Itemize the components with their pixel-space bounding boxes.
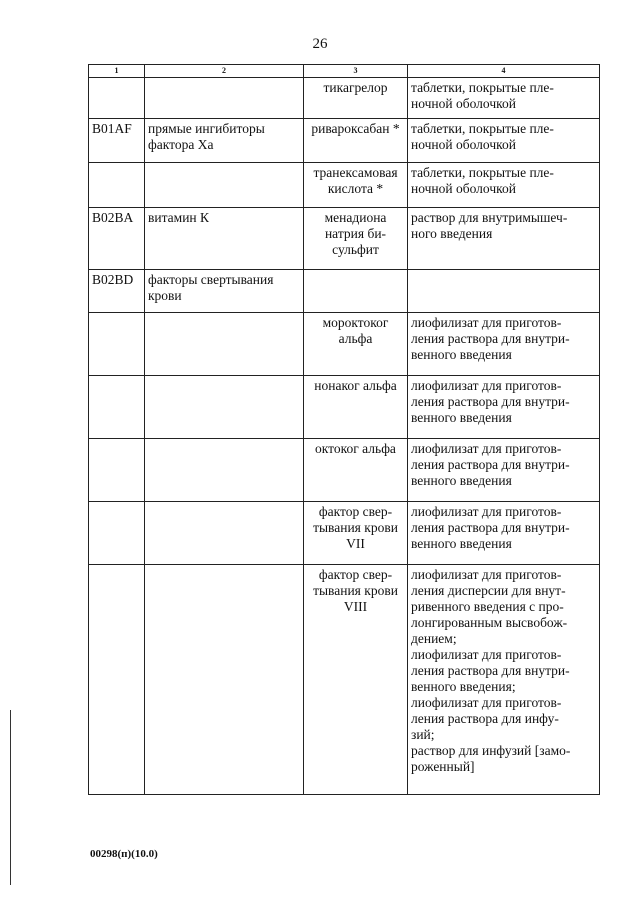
group-name: факторы свертывания крови: [145, 270, 304, 313]
dosage-form: лиофилизат для приготов- ления раствора для внутри- венного введения: [408, 376, 600, 439]
drug-name: тикагрелор: [304, 78, 408, 119]
table-row: [89, 502, 600, 565]
dosage-form: лиофилизат для приготов- ления дисперсии для внут- ривенного введения с про- лонгированным высвобож- дением; лиофилизат для приготов- ления раствора для внутри- венного введения; лиофилизат для приготов- ления раствора для инфу- зий; раствор для инфузий [замо- роженный]: [408, 565, 600, 795]
drug-name: октоког альфа: [304, 439, 408, 502]
group-name: [145, 376, 304, 439]
drug-name: [304, 270, 408, 313]
table-row: [89, 376, 600, 439]
drug-name: нонаког альфа: [304, 376, 408, 439]
group-name: [145, 439, 304, 502]
page-number: 26: [312, 36, 328, 52]
dosage-form: лиофилизат для приготов- ления раствора для внутри- венного введения: [408, 502, 600, 565]
dosage-form: раствор для внутримышеч- ного введения: [408, 208, 600, 270]
dosage-form: [408, 270, 600, 313]
group-name: [145, 313, 304, 376]
drug-name: транексамовая кислота *: [304, 163, 408, 208]
atc-code: [89, 439, 145, 502]
margin-line: [10, 710, 11, 885]
drug-name: фактор свер- тывания крови VII: [304, 502, 408, 565]
dosage-form: таблетки, покрытые пле- ночной оболочкой: [408, 78, 600, 119]
table-row: [89, 78, 600, 119]
atc-code: B02BD: [89, 270, 145, 313]
atc-code: [89, 376, 145, 439]
drug-name: ривароксабан *: [304, 119, 408, 163]
dosage-form: лиофилизат для приготов- ления раствора для внутри- венного введения: [408, 439, 600, 502]
drug-name: мороктоког альфа: [304, 313, 408, 376]
column-header-1: 1: [89, 65, 145, 78]
table-row: [89, 313, 600, 376]
group-name: [145, 502, 304, 565]
drug-name: фактор свер- тывания крови VIII: [304, 565, 408, 795]
drug-name: менадиона натрия би- сульфит: [304, 208, 408, 270]
table-row: [89, 439, 600, 502]
header-row: [89, 65, 600, 78]
column-header-2: 2: [145, 65, 304, 78]
dosage-form: таблетки, покрытые пле- ночной оболочкой: [408, 163, 600, 208]
table-row: [89, 208, 600, 270]
table-row: [89, 270, 600, 313]
atc-code: [89, 502, 145, 565]
atc-code: [89, 78, 145, 119]
group-name: [145, 78, 304, 119]
atc-code: [89, 565, 145, 795]
drug-table: [88, 64, 600, 795]
column-header-4: 4: [408, 65, 600, 78]
table-row: [89, 119, 600, 163]
atc-code: B01AF: [89, 119, 145, 163]
group-name: [145, 565, 304, 795]
dosage-form: лиофилизат для приготов- ления раствора для внутри- венного введения: [408, 313, 600, 376]
group-name: [145, 163, 304, 208]
dosage-form: таблетки, покрытые пле- ночной оболочкой: [408, 119, 600, 163]
group-name: витамин К: [145, 208, 304, 270]
atc-code: B02BA: [89, 208, 145, 270]
table-row: [89, 163, 600, 208]
document-code: 00298(п)(10.0): [90, 848, 158, 860]
group-name: прямые ингибиторы фактора Ха: [145, 119, 304, 163]
atc-code: [89, 313, 145, 376]
column-header-3: 3: [304, 65, 408, 78]
table-row: [89, 565, 600, 795]
atc-code: [89, 163, 145, 208]
